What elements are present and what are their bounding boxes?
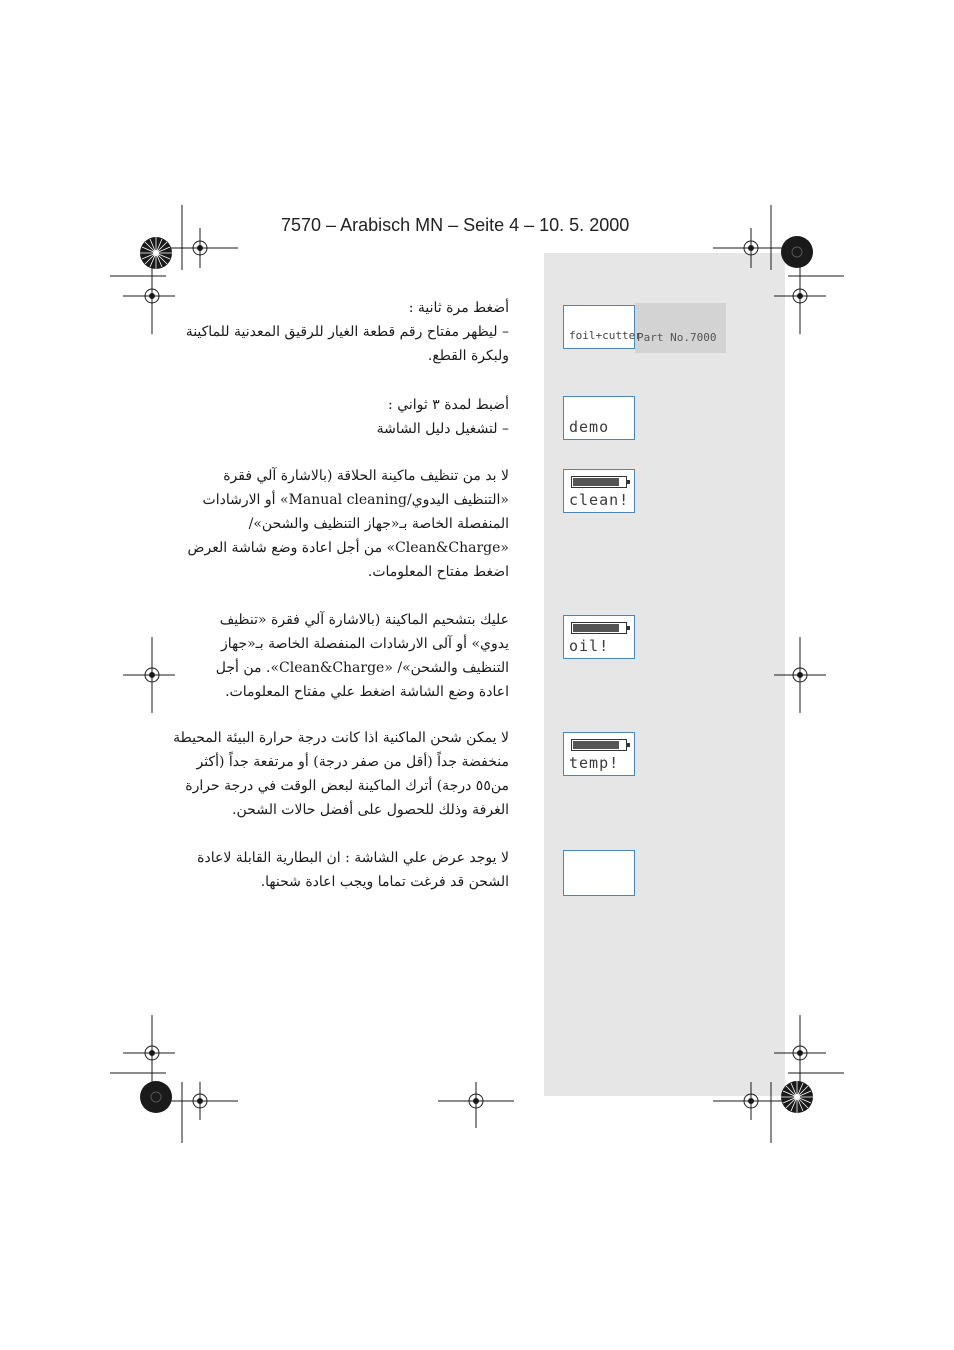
display-label: clean!	[569, 491, 630, 509]
registration-target	[438, 1082, 514, 1128]
battery-fill	[573, 478, 619, 486]
text-line: – لتشغيل دليل الشاشة	[376, 421, 509, 437]
text-line: أضغط مرة ثانية :	[408, 300, 509, 316]
battery-icon	[571, 476, 627, 488]
instruction-block-temp	[173, 726, 509, 822]
registration-target	[123, 257, 175, 334]
text-line: «Clean&Charge» من أجل اعادة وضع شاشة العرض	[187, 540, 509, 556]
registration-target	[162, 1082, 238, 1120]
star-target	[781, 236, 813, 268]
display-part-number: Part No.7000	[637, 331, 717, 344]
registration-target	[713, 228, 789, 268]
display-label: foil+cutter	[569, 329, 642, 342]
instruction-block-clean	[187, 464, 509, 584]
instruction-block-oil	[209, 608, 509, 704]
display-extension	[635, 303, 726, 353]
text-line: اعادة وضع الشاشة اضغط علي مفتاح المعلومات.	[225, 684, 509, 700]
instruction-block-demo	[209, 393, 509, 441]
text-line: لا يمكن شحن الماكنية اذا كانت درجة حرارة البيئة المحيطة	[173, 730, 509, 746]
text-line: أضبط لمدة ٣ ثواني :	[388, 397, 509, 413]
display-label: oil!	[569, 637, 610, 655]
lcd-display-oil	[563, 615, 635, 659]
text-line: يدوي» أو آلى الارشادات المنفصلة الخاصة بـ«جهاز	[220, 636, 509, 652]
battery-fill	[573, 624, 619, 632]
lcd-display-foil-cutter	[563, 305, 642, 349]
star-target	[140, 1081, 172, 1113]
text-line: المنفصلة الخاصة بـ«جهاز التنظيف والشحن»/	[248, 516, 509, 532]
text-line: منخفضة جداً (أقل من صفر درجة) أو مرتفعة جداً (أكثر	[196, 754, 509, 770]
battery-icon	[571, 739, 627, 751]
text-line: عليك بتشحيم الماكينة (بالاشارة آلي فقرة «تنظيف	[219, 612, 509, 628]
star-target	[781, 1081, 813, 1113]
registration-target	[774, 637, 826, 713]
registration-target	[774, 1015, 826, 1091]
instruction-block-part-number	[185, 296, 509, 368]
registration-target	[123, 637, 175, 713]
battery-fill	[573, 741, 619, 749]
registration-target	[713, 1082, 789, 1120]
display-label: demo	[569, 418, 610, 436]
text-line: لا يوجد عرض علي الشاشة : ان البطارية القابلة لاعادة	[197, 850, 509, 866]
text-line: لا بد من تنظيف ماكينة الحلاقة (بالاشارة آلي فقرة	[223, 468, 509, 484]
page-header: 7570 – Arabisch MN – Seite 4 – 10. 5. 2000	[281, 215, 630, 235]
registration-target	[774, 257, 826, 334]
text-line: اضغط مفتاح المعلومات.	[367, 564, 509, 580]
lcd-display-clean	[563, 469, 635, 513]
lcd-display-demo	[563, 396, 635, 440]
text-line: – ليظهر مفتاح رقم قطعة الغيار للرقيق المعدنية للماكينة	[185, 324, 509, 340]
display-label: temp!	[569, 754, 620, 772]
lcd-display-temp	[563, 732, 635, 776]
lcd-display-blank	[563, 850, 635, 896]
text-line: التنظيف والشحن»/ «Clean&Charge». من أجل	[215, 660, 509, 676]
star-target	[140, 237, 172, 269]
text-line: ولبكرة القطع.	[427, 348, 509, 364]
registration-target	[123, 1015, 175, 1091]
instruction-block-empty	[197, 846, 509, 894]
text-line: الشحن قد فرغت تماما ويجب اعادة شحنها.	[260, 874, 509, 890]
text-line: من٥٥ درجة) أترك الماكينة لبعض الوقت في درجة حرارة	[185, 778, 509, 794]
text-line: الغرفة وذلك للحصول على أفضل حالات الشحن.	[232, 802, 509, 818]
text-line: «التنظيف اليدوي/Manual cleaning» أو الارشادات	[202, 492, 509, 508]
battery-icon	[571, 622, 627, 634]
registration-target	[162, 228, 238, 268]
